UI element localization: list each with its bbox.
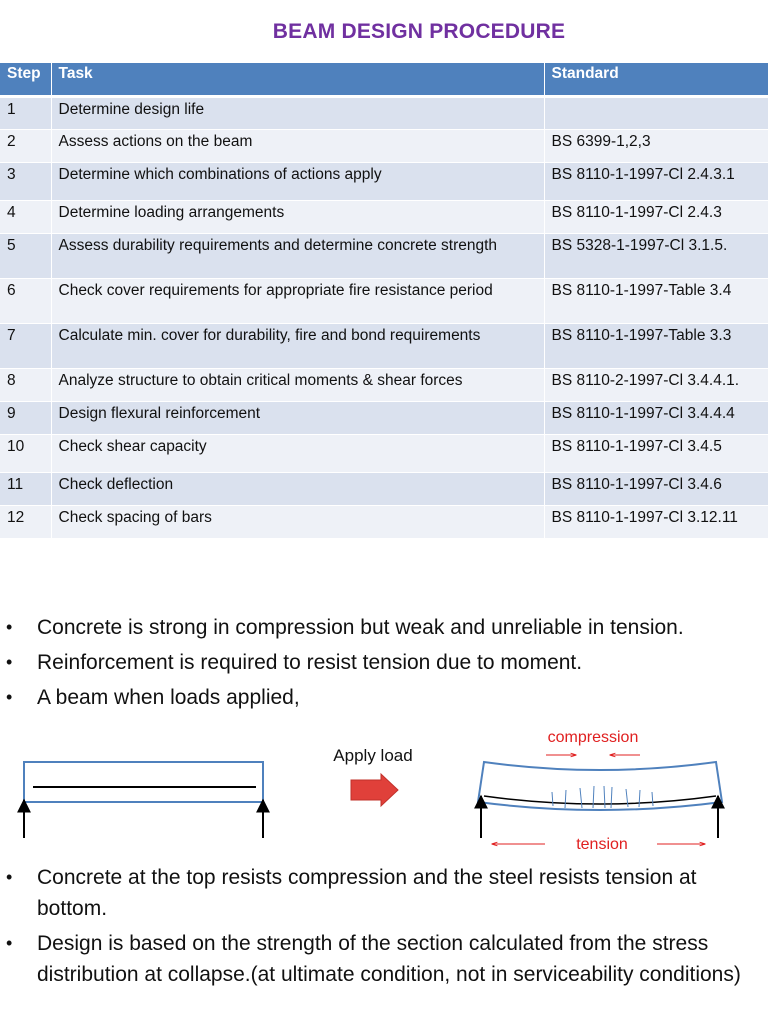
cell-step: 5 bbox=[0, 234, 51, 279]
table-row bbox=[0, 234, 768, 279]
cell-task: Design flexural reinforcement bbox=[51, 402, 544, 435]
unloaded-beam bbox=[24, 762, 263, 838]
cell-standard: BS 8110-1-1997-Table 3.3 bbox=[544, 324, 768, 369]
procedure-table bbox=[0, 63, 768, 539]
loaded-beam bbox=[478, 762, 722, 838]
table-header-row bbox=[0, 63, 768, 97]
cell-standard: BS 8110-1-1997-Cl 2.4.3.1 bbox=[544, 163, 768, 201]
cell-task: Analyze structure to obtain critical moments & shear forces bbox=[51, 369, 544, 402]
cell-task: Determine which combinations of actions apply bbox=[51, 163, 544, 201]
bullet-text: Concrete is strong in compression but weak and unreliable in tension. bbox=[37, 616, 684, 639]
cell-standard: BS 8110-1-1997-Cl 2.4.3 bbox=[544, 201, 768, 234]
cell-task: Check shear capacity bbox=[51, 435, 544, 473]
cell-task: Check deflection bbox=[51, 473, 544, 506]
table-row bbox=[0, 201, 768, 234]
bullet-icon: • bbox=[6, 652, 13, 672]
beam-diagram bbox=[0, 720, 768, 850]
bullet-icon: • bbox=[6, 617, 13, 637]
bullet-text: Concrete at the top resists compression and the steel resists tension at bottom. bbox=[37, 866, 697, 920]
cell-standard bbox=[544, 97, 768, 130]
table-row bbox=[0, 473, 768, 506]
cell-step: 3 bbox=[0, 163, 51, 201]
apply-load-arrow-icon bbox=[351, 774, 398, 806]
cell-step: 2 bbox=[0, 130, 51, 163]
cell-task: Check spacing of bars bbox=[51, 506, 544, 539]
table-body bbox=[0, 97, 768, 539]
table-row bbox=[0, 506, 768, 539]
table-row bbox=[0, 402, 768, 435]
cell-task: Assess durability requirements and determine concrete strength bbox=[51, 234, 544, 279]
bullet-icon: • bbox=[6, 687, 13, 707]
cell-standard: BS 8110-1-1997-Cl 3.4.6 bbox=[544, 473, 768, 506]
cell-step: 11 bbox=[0, 473, 51, 506]
cell-task: Determine design life bbox=[51, 97, 544, 130]
cell-standard: BS 8110-2-1997-Cl 3.4.4.1. bbox=[544, 369, 768, 402]
cell-step: 4 bbox=[0, 201, 51, 234]
bullet-text: Design is based on the strength of the section calculated from the stress distribution at collapse.(at ultimate condition, not in serviceability conditions) bbox=[37, 932, 741, 986]
cell-task: Calculate min. cover for durability, fire and bond requirements bbox=[51, 324, 544, 369]
deflected-beam-outline bbox=[478, 762, 722, 810]
cell-standard: BS 8110-1-1997-Cl 3.4.5 bbox=[544, 435, 768, 473]
cell-standard: BS 6399-1,2,3 bbox=[544, 130, 768, 163]
cell-step: 8 bbox=[0, 369, 51, 402]
table-row bbox=[0, 324, 768, 369]
header-task: Task bbox=[51, 63, 544, 97]
cell-step: 12 bbox=[0, 506, 51, 539]
table-row bbox=[0, 369, 768, 402]
cell-task: Determine loading arrangements bbox=[51, 201, 544, 234]
cell-task: Check cover requirements for appropriate fire resistance period bbox=[51, 279, 544, 324]
cell-step: 1 bbox=[0, 97, 51, 130]
cell-standard: BS 8110-1-1997-Cl 3.4.4.4 bbox=[544, 402, 768, 435]
table-row bbox=[0, 130, 768, 163]
header-step: Step bbox=[0, 63, 51, 97]
bullet-icon: • bbox=[6, 867, 13, 887]
cell-step: 10 bbox=[0, 435, 51, 473]
cell-standard: BS 8110-1-1997-Cl 3.12.11 bbox=[544, 506, 768, 539]
cell-step: 6 bbox=[0, 279, 51, 324]
header-standard: Standard bbox=[544, 63, 768, 97]
cell-standard: BS 8110-1-1997-Table 3.4 bbox=[544, 279, 768, 324]
bullet-text: A beam when loads applied, bbox=[37, 686, 300, 709]
cell-step: 9 bbox=[0, 402, 51, 435]
table-row bbox=[0, 97, 768, 130]
table-row bbox=[0, 279, 768, 324]
bullet-text: Reinforcement is required to resist tension due to moment. bbox=[37, 651, 583, 674]
apply-load-label: Apply load bbox=[333, 746, 413, 765]
bullet-icon: • bbox=[6, 933, 13, 953]
cell-task: Assess actions on the beam bbox=[51, 130, 544, 163]
cell-step: 7 bbox=[0, 324, 51, 369]
table-row bbox=[0, 435, 768, 473]
beam-outline bbox=[24, 762, 263, 802]
table-row bbox=[0, 163, 768, 201]
compression-label: compression bbox=[547, 729, 639, 746]
page-title: BEAM DESIGN PROCEDURE bbox=[272, 20, 566, 43]
tension-label: tension bbox=[576, 836, 628, 850]
cell-standard: BS 5328-1-1997-Cl 3.1.5. bbox=[544, 234, 768, 279]
